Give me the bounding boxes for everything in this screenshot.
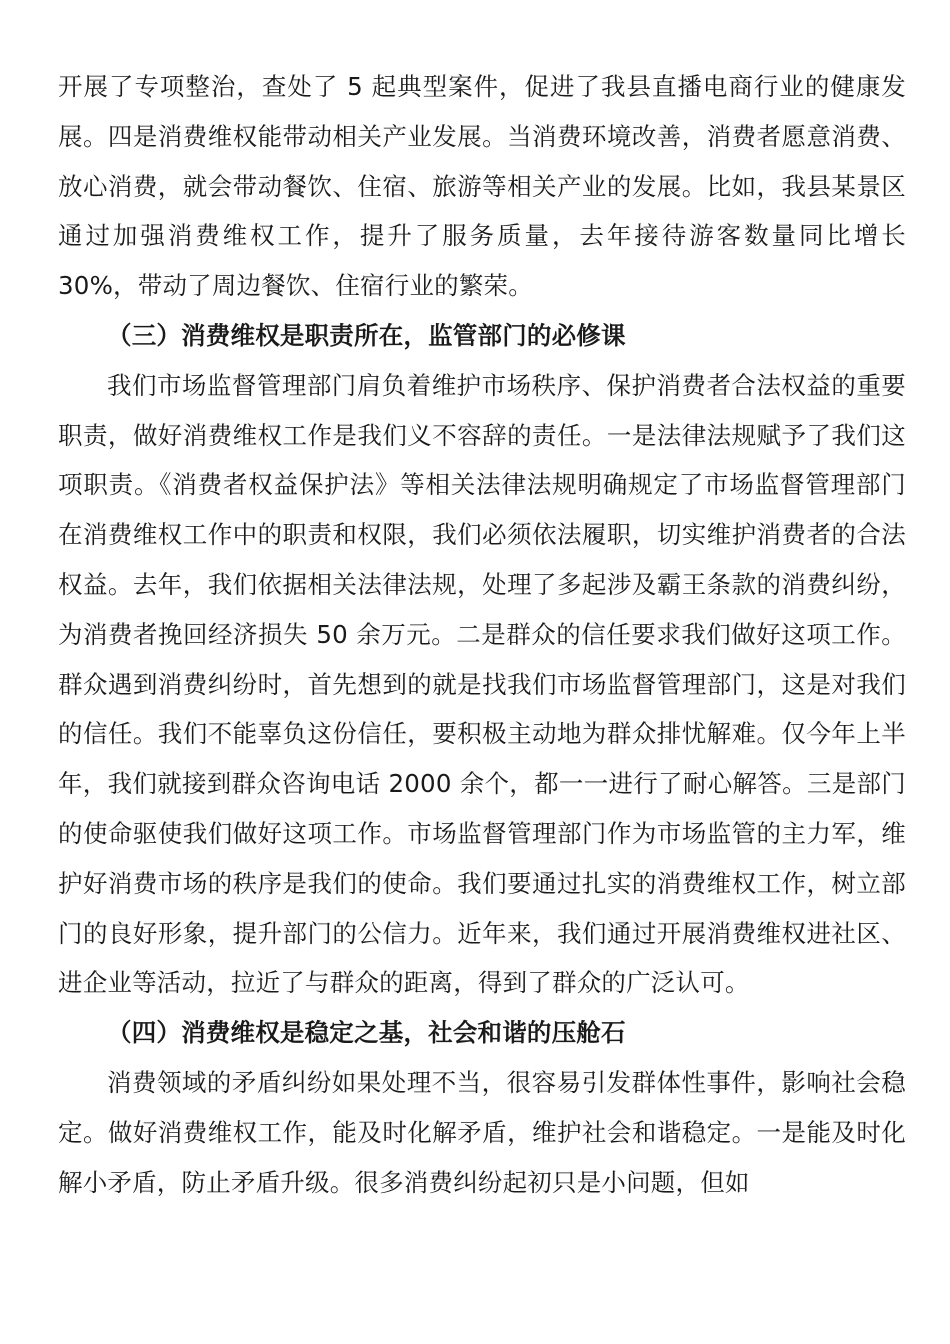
- paragraph-continued: 开展了专项整治，查处了 5 起典型案件，促进了我县直播电商行业的健康发展。四是消费维权能带动相关产业发展。当消费环境改善，消费者愿意消费、放心消费，就会带动餐饮、住宿、旅游等相关产业的发展。比如，我县某景区通过加强消费维权工作，提升了服务质量，去年接待游客数量同比增长 30%，带动了周边餐饮、住宿行业的繁荣。: [58, 72, 906, 301]
- section-heading-3: （三）消费维权是职责所在，监管部门的必修课: [107, 320, 626, 350]
- section-heading-4: （四）消费维权是稳定之基，社会和谐的压舱石: [107, 1018, 626, 1048]
- document-page: [58, 62, 906, 1207]
- paragraph-section-4: 消费领域的矛盾纠纷如果处理不当，很容易引发群体性事件，影响社会稳定。做好消费维权工作，能及时化解矛盾，维护社会和谐稳定。一是能及时化解小矛盾，防止矛盾升级。很多消费纠纷起初只是小问题，但如: [58, 1067, 906, 1197]
- paragraph-section-3: 我们市场监督管理部门肩负着维护市场秩序、保护消费者合法权益的重要职责，做好消费维权工作是我们义不容辞的责任。一是法律法规赋予了我们这项职责。《消费者权益保护法》等相关法律法规明确规定了市场监督管理部门在消费维权工作中的职责和权限，我们必须依法履职，切实维护消费者的合法权益。去年，我们依据相关法律法规，处理了多起涉及霸王条款的消费纠纷，为消费者挽回经济损失 50 余万元。二是群众的信任要求我们做好这项工作。群众遇到消费纠纷时，首先想到的就是找我们市场监督管理部门，这是对我们的信任。我们不能辜负这份信任，要积极主动地为群众排忧解难。仅今年上半年，我们就接到群众咨询电话 2000 余个，都一一进行了耐心解答。三是部门的使命驱使我们做好这项工作。市场监督管理部门作为市场监管的主力军，维护好消费市场的秩序是我们的使命。我们要通过扎实的消费维权工作，树立部门的良好形象，提升部门的公信力。近年来，我们通过开展消费维权进社区、进企业等活动，拉近了与群众的距离，得到了群众的广泛认可。: [58, 370, 906, 998]
